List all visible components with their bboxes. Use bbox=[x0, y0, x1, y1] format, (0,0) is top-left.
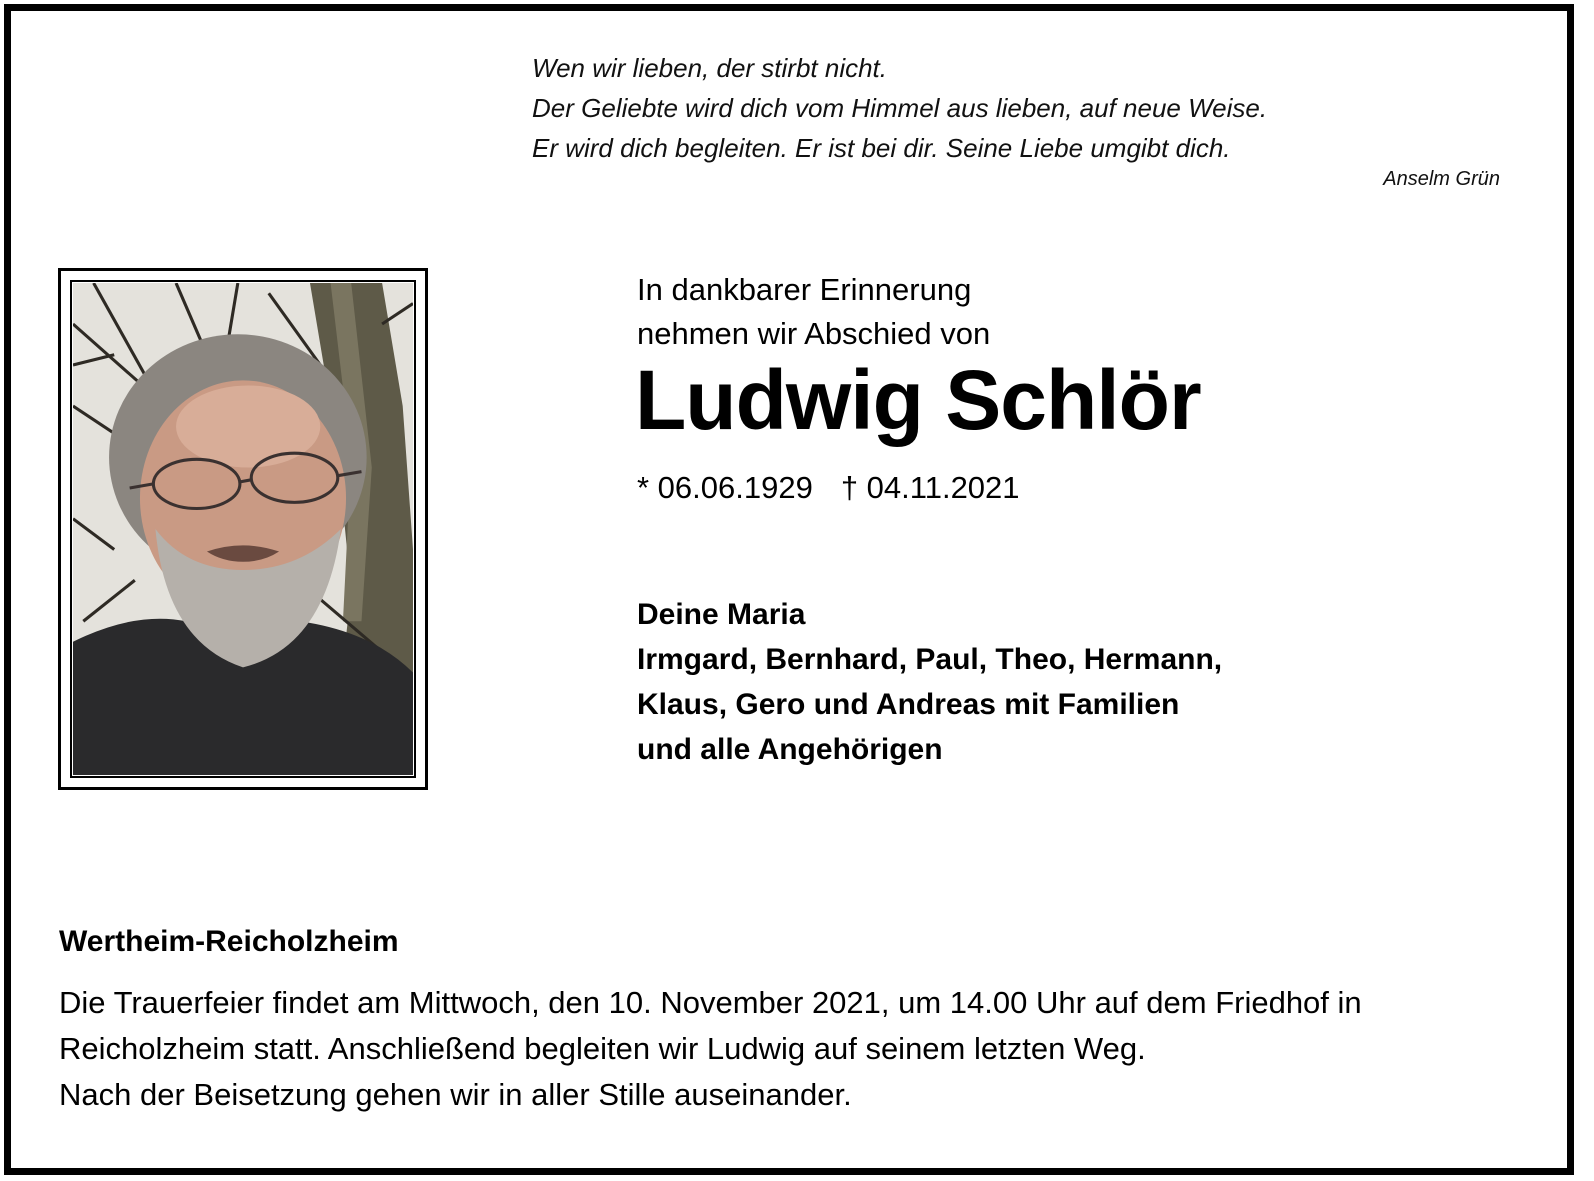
quote-line: Wen wir lieben, der stirbt nicht. bbox=[532, 53, 887, 83]
deceased-name: Ludwig Schlör bbox=[635, 353, 1201, 447]
mourners-line: und alle Angehörigen bbox=[637, 733, 943, 766]
life-dates bbox=[637, 470, 1020, 506]
portrait-frame bbox=[58, 268, 428, 790]
quote-line: Er wird dich begleiten. Er ist bei dir. Seine Liebe umgibt dich. bbox=[532, 133, 1231, 163]
death-date: † 04.11.2021 bbox=[840, 470, 1020, 505]
birth-date: * 06.06.1929 bbox=[637, 470, 813, 505]
mourners-line: Klaus, Gero und Andreas mit Familien bbox=[637, 688, 1180, 721]
location-heading: Wertheim-Reicholzheim bbox=[59, 925, 399, 958]
ceremony-line: Reicholzheim statt. Anschließend begleiten wir Ludwig auf seinem letzten Weg. bbox=[59, 1031, 1146, 1066]
portrait-illustration bbox=[73, 283, 413, 775]
quote-block bbox=[532, 48, 1492, 168]
mourners-line: Irmgard, Bernhard, Paul, Theo, Hermann, bbox=[637, 643, 1223, 676]
quote-line: Der Geliebte wird dich vom Himmel aus lieben, auf neue Weise. bbox=[532, 93, 1268, 123]
mourners-line: Deine Maria bbox=[637, 598, 806, 631]
intro-line: nehmen wir Abschied von bbox=[637, 316, 991, 351]
intro-text bbox=[637, 268, 990, 356]
quote-author: Anselm Grün bbox=[1383, 168, 1500, 190]
portrait-photo bbox=[73, 283, 413, 775]
intro-line: In dankbarer Erinnerung bbox=[637, 272, 972, 307]
ceremony-info bbox=[59, 980, 1362, 1118]
ceremony-line: Nach der Beisetzung gehen wir in aller Stille auseinander. bbox=[59, 1077, 852, 1112]
ceremony-line: Die Trauerfeier findet am Mittwoch, den 10. November 2021, um 14.00 Uhr auf dem Friedhof in bbox=[59, 985, 1362, 1020]
mourners-list bbox=[637, 592, 1222, 772]
